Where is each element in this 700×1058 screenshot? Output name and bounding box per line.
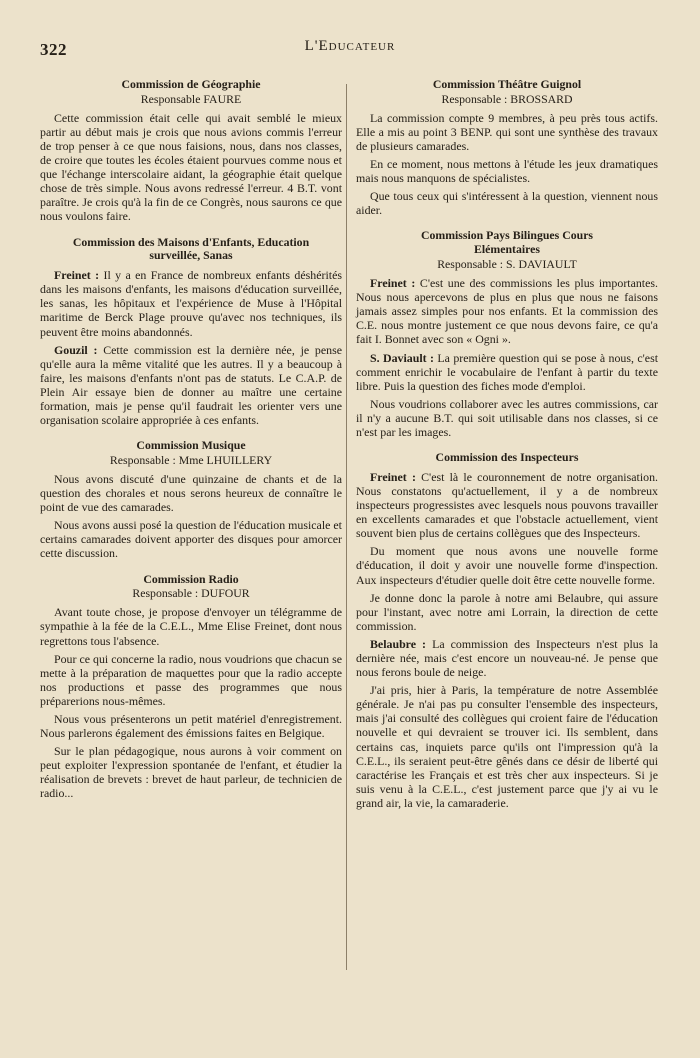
paragraph: J'ai pris, hier à Paris, la température de notre Assemblée générale. Je n'ai pas pu consulter l'ensemble des inspecteurs, mais j'ai consulté des collègues qui croient faire de l'éducation nouvelle et qui devraient se trouver ici. Ils semblent, dans certains cas, inquiets parce qu'ils ont l'impression qu'à la C.E.L., ils seraient peut-être gênés dans ce désir de liberté qui caractérise les Français et est très cher aux inspecteurs. Si je suis venu à la C.E.L., c'est justement parce que j'y ai vu le grand air, la vie, la camaraderie. <box>356 683 658 810</box>
paragraph: Cette commission était celle qui avait semblé le mieux partir au début mais je crois que nous avions commis l'erreur de trop penser à ce que nous faisions, nous, dans nos classes, de croire que toutes les écoles étaient pourvues comme nous et que l'échange interscolaire aidant, la géographie était quelque chose de très simple. Nous avons redressé l'erreur. 4 B.T. vont paraître. Je crois qu'à la fin de ce Congrès, nous saurons ce que nous voulons faire. <box>40 110 342 224</box>
section-title: Commission des Inspecteurs <box>435 450 579 465</box>
section-title: Commission Théâtre Guignol <box>432 77 582 91</box>
section-theatre-guignol <box>356 78 658 217</box>
paragraph <box>356 470 658 540</box>
section-title: Commission de Géographie <box>121 77 261 91</box>
section-pays-bilingues <box>356 229 658 439</box>
speaker-name: Freinet : <box>370 276 416 291</box>
section-responsable: Responsable FAURE <box>140 91 242 106</box>
paragraph-text: C'est là le couronnement de notre organisation. Nous constatons qu'actuellement, il y a de nombreux inspecteurs progressistes avec lesquels nous pouvons travailler en excellents camarades et que l'obstacle actuellement, vient souvent bien plus de certains collègues que des Inspecteurs. <box>356 469 658 541</box>
section-maisons-enfants <box>40 236 342 428</box>
column-divider <box>346 84 347 970</box>
section-responsable: Responsable : BROSSARD <box>441 91 573 106</box>
paragraph: Nous avons aussi posé la question de l'éducation musicale et certains camarades doivent apporter des disques pour amorcer cette discussion. <box>40 518 342 561</box>
section-musique <box>40 439 342 560</box>
speaker-name: Gouzil : <box>54 342 98 357</box>
section-responsable: Responsable : DUFOUR <box>132 586 250 601</box>
speaker-name: Freinet : <box>370 469 416 484</box>
paragraph: Sur le plan pédagogique, nous aurons à voir comment on peut exploiter l'expression spontanée de l'enfant, et étudier la réalisation de brevets : brevet de haut parleur, de technicien de radio... <box>40 744 342 801</box>
left-column <box>40 78 342 813</box>
paragraph <box>356 351 658 393</box>
section-responsable: Responsable : Mme LHUILLERY <box>109 452 273 467</box>
section-title: Commission Musique <box>136 438 246 453</box>
paragraph: Avant toute chose, je propose d'envoyer un télégramme de sympathie à la fée de la C.E.L., Mme Elise Freinet, dont nous regrettons tous l'absence. <box>40 605 342 648</box>
speaker-name: Freinet : <box>54 268 100 283</box>
paragraph: Pour ce qui concerne la radio, nous voudrions que chacun se mette à la préparation de maquettes pour que la radio accepte nos productions et passe des programmes que nous préparerions nous-mêmes. <box>40 651 342 708</box>
paragraph-text: La première question qui se pose à nous, c'est comment enrichir le vocabulaire de l'enfant à partir du texte libre. Puis la question des fiches mode d'emploi. <box>356 350 659 393</box>
paragraph-text: C'est une des commissions les plus importantes. Nous nous apercevons de plus en plus que nous ne faisons jamais assez simples pour nos enfants. Et la commission des C.E. nous montre justement ce que nous devons faire, ce qu'a fait I. Bonnet avec son « Ogni ». <box>356 276 658 347</box>
section-title: Commission des Maisons d'Enfants, Education surveillée, Sanas <box>72 234 310 263</box>
section-responsable: Responsable : S. DAVIAULT <box>437 257 577 272</box>
page-number: 322 <box>40 40 67 59</box>
section-title: Commission Pays Bilingues Cours Elémentaires <box>420 228 594 257</box>
paragraph <box>40 343 342 428</box>
paragraph <box>40 268 342 338</box>
section-title: Commission Radio <box>143 571 239 586</box>
paragraph-text: Il y a en France de nombreux enfants déshérités dans les maisons d'enfants, les maisons d'éducation surveillée, les sanas, les hôpitaux et l'expérience de Muse à l'Hôpital maritime de Berck Plage prouve qu'avec nos techniques, ils peuvent être moins abandonnés. <box>40 268 342 339</box>
section-inspecteurs <box>356 451 658 810</box>
paragraph: Je donne donc la parole à notre ami Belaubre, qui assure pour l'instant, avec notre ami Lorrain, la direction de cette commission. <box>356 590 658 633</box>
section-radio <box>40 573 342 801</box>
paragraph <box>356 276 658 346</box>
paragraph: Nous vous présenterons un petit matériel d'enregistrement. Nous parlerons également des émissions faites en Belgique. <box>40 711 342 741</box>
paragraph: Nous voudrions collaborer avec les autres commissions, car il n'y a aucune B.T. qui soit utilisable dans nos classes, si ce n'est par les images. <box>356 396 658 439</box>
right-column <box>356 78 658 822</box>
paragraph: Nous avons discuté d'une quinzaine de chants et de la question des chorales et nous serons heureux de connaître le point de vue des camarades. <box>40 471 342 515</box>
paragraph <box>356 637 658 679</box>
paragraph: Que tous ceux qui s'intéressent à la question, viennent nous aider. <box>356 189 658 218</box>
paragraph: Du moment que nous avons une nouvelle forme d'éducation, il doit y avoir une nouvelle forme d'inspection. Aux inspecteurs d'étudier quelle doit être cette nouvelle forme. <box>356 544 658 587</box>
paragraph-text: Cette commission est la dernière née, je pense qu'elle aura la même vitalité que les autres. Il y a beaucoup à faire, les maisons d'enfants n'ont pas de statuts. Le C.A.P. de Plein Air essaye bien de donner au maître une certaine formation, mais je pense qu'il faudrait les orienter vers une organisation scolaire appropriée à ces enfants. <box>40 342 342 428</box>
speaker-name: S. Daviault : <box>370 350 434 365</box>
section-geographie <box>40 78 342 224</box>
journal-title: L'Educateur <box>304 38 396 54</box>
paragraph: En ce moment, nous mettons à l'étude les jeux dramatiques mais nous manquons de spécialistes. <box>356 157 658 186</box>
paragraph-text: La commission des Inspecteurs n'est plus la dernière née, mais c'est encore un nouveau-né. Je pense que nous ferons boule de neige. <box>356 636 658 680</box>
paragraph: La commission compte 9 membres, à peu près tous actifs. Elle a mis au point 3 BENP. qui sont une synthèse des travaux de plusieurs camarades. <box>356 110 658 153</box>
speaker-name: Belaubre : <box>370 636 427 651</box>
